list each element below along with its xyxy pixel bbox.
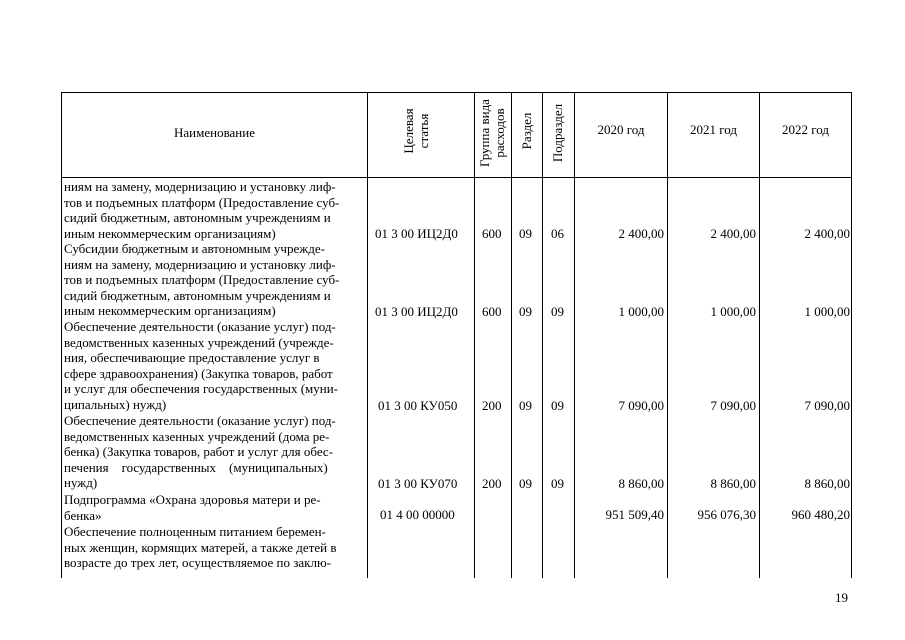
- table-row-name: [64, 492, 363, 523]
- row-section: 09: [519, 398, 532, 413]
- header-subsection: Подраздел: [550, 103, 565, 163]
- header-group-line2: расходов: [492, 108, 507, 158]
- row-code: 01 3 00 ИЦ2Д0: [375, 304, 458, 319]
- col-divider: [511, 92, 512, 578]
- name-line: ниям на замену, модернизацию и установку лиф-: [64, 179, 336, 194]
- name-line: Подпрограмма «Охрана здоровья матери и ре-: [64, 492, 321, 507]
- row-group: 200: [482, 398, 502, 413]
- name-line: сидий бюджетным, автономным учреждениям и: [64, 210, 331, 225]
- row-2020: 7 090,00: [618, 398, 664, 413]
- name-line: ведомственных казенных учреждений (дома ре-: [64, 428, 330, 444]
- header-bottom-border: [61, 177, 851, 178]
- row-2022: 1 000,00: [804, 304, 850, 319]
- col-divider: [542, 92, 543, 578]
- header-2020: 2020 год: [597, 122, 645, 137]
- header-target-line2: статья: [416, 113, 431, 149]
- row-code: 01 3 00 КУ070: [378, 476, 458, 491]
- row-group: 600: [482, 304, 502, 319]
- page-number: 19: [835, 590, 848, 605]
- name-line: ния, обеспечивающие предоставление услуг в: [64, 350, 320, 365]
- row-code: 01 3 00 КУ050: [378, 398, 458, 413]
- table-row-name: [64, 524, 363, 571]
- row-section: 09: [519, 304, 532, 319]
- row-2022: 8 860,00: [804, 476, 850, 491]
- row-2021: 8 860,00: [710, 476, 756, 491]
- name-line: иным некоммерческим организациям): [64, 303, 276, 318]
- col-divider: [851, 92, 852, 578]
- header-2021: 2021 год: [690, 122, 737, 137]
- name-line: ципальных) нужд): [64, 396, 167, 412]
- col-divider: [367, 92, 368, 578]
- name-line: Обеспечение деятельности (оказание услуг) под-: [64, 319, 336, 334]
- col-divider: [667, 92, 668, 578]
- header-name: Наименование: [174, 125, 255, 140]
- name-line: печения государственных (муниципальных): [64, 459, 328, 475]
- row-subsection: 09: [551, 398, 564, 413]
- row-2020: 1 000,00: [618, 304, 664, 319]
- name-line: Обеспечение полноценным питанием беремен-: [64, 524, 326, 539]
- name-line: сидий бюджетным, автономным учреждениям и: [64, 287, 331, 303]
- row-subsection: 06: [551, 226, 564, 241]
- col-divider: [759, 92, 760, 578]
- row-2022: 2 400,00: [804, 226, 850, 241]
- row-2021: 7 090,00: [710, 398, 756, 413]
- header-2022: 2022 год: [782, 122, 829, 137]
- name-line: иным некоммерческим организациям): [64, 225, 276, 241]
- col-divider: [474, 92, 475, 578]
- name-line: бенка»: [64, 507, 102, 523]
- row-2020: 951 509,40: [605, 507, 664, 522]
- row-subsection: 09: [551, 304, 564, 319]
- row-2020: 8 860,00: [618, 476, 664, 491]
- row-code: 01 3 00 ИЦ2Д0: [375, 226, 458, 241]
- name-line: ведомственных казенных учреждений (учрежде-: [64, 334, 334, 350]
- header-section: Раздел: [519, 112, 534, 150]
- header-target-line1: Целевая: [401, 108, 416, 154]
- row-group: 600: [482, 226, 502, 241]
- row-2021: 1 000,00: [710, 304, 756, 319]
- name-line: ных женщин, кормящих матерей, а также детей в: [64, 539, 337, 555]
- name-line: возрасте до трех лет, осуществляемое по заклю-: [64, 555, 331, 570]
- row-code: 01 4 00 00000: [380, 507, 455, 522]
- name-line: ниям на замену, модернизацию и установку лиф-: [64, 256, 336, 272]
- name-line: тов и подъемных платформ (Предоставление суб-: [64, 194, 340, 210]
- header-group-line1: Группа вида: [477, 99, 492, 167]
- name-line: и услуг для обеспечения государственных (муни-: [64, 381, 339, 396]
- row-subsection: 09: [551, 476, 564, 491]
- row-section: 09: [519, 476, 532, 491]
- name-line: тов и подъемных платформ (Предоставление суб-: [64, 272, 340, 287]
- row-group: 200: [482, 476, 502, 491]
- name-line: Субсидии бюджетным и автономным учрежде-: [64, 241, 325, 256]
- row-2021: 956 076,30: [697, 507, 756, 522]
- row-section: 09: [519, 226, 532, 241]
- col-divider: [574, 92, 575, 578]
- row-2022: 960 480,20: [791, 507, 850, 522]
- table-row-name: [64, 241, 363, 319]
- table-top-border: [61, 92, 851, 93]
- row-2022: 7 090,00: [804, 398, 850, 413]
- name-line: Обеспечение деятельности (оказание услуг) под-: [64, 413, 336, 428]
- row-2021: 2 400,00: [710, 226, 756, 241]
- col-divider: [61, 92, 62, 578]
- name-line: нужд): [64, 475, 98, 490]
- name-line: сфере здравоохранения) (Закупка товаров, работ: [64, 365, 333, 381]
- name-line: бенка) (Закупка товаров, работ и услуг для обес-: [64, 444, 334, 459]
- table-row-name: [64, 319, 363, 412]
- row-2020: 2 400,00: [618, 226, 664, 241]
- table-row-name: [64, 413, 363, 491]
- table-row-name: [64, 179, 363, 241]
